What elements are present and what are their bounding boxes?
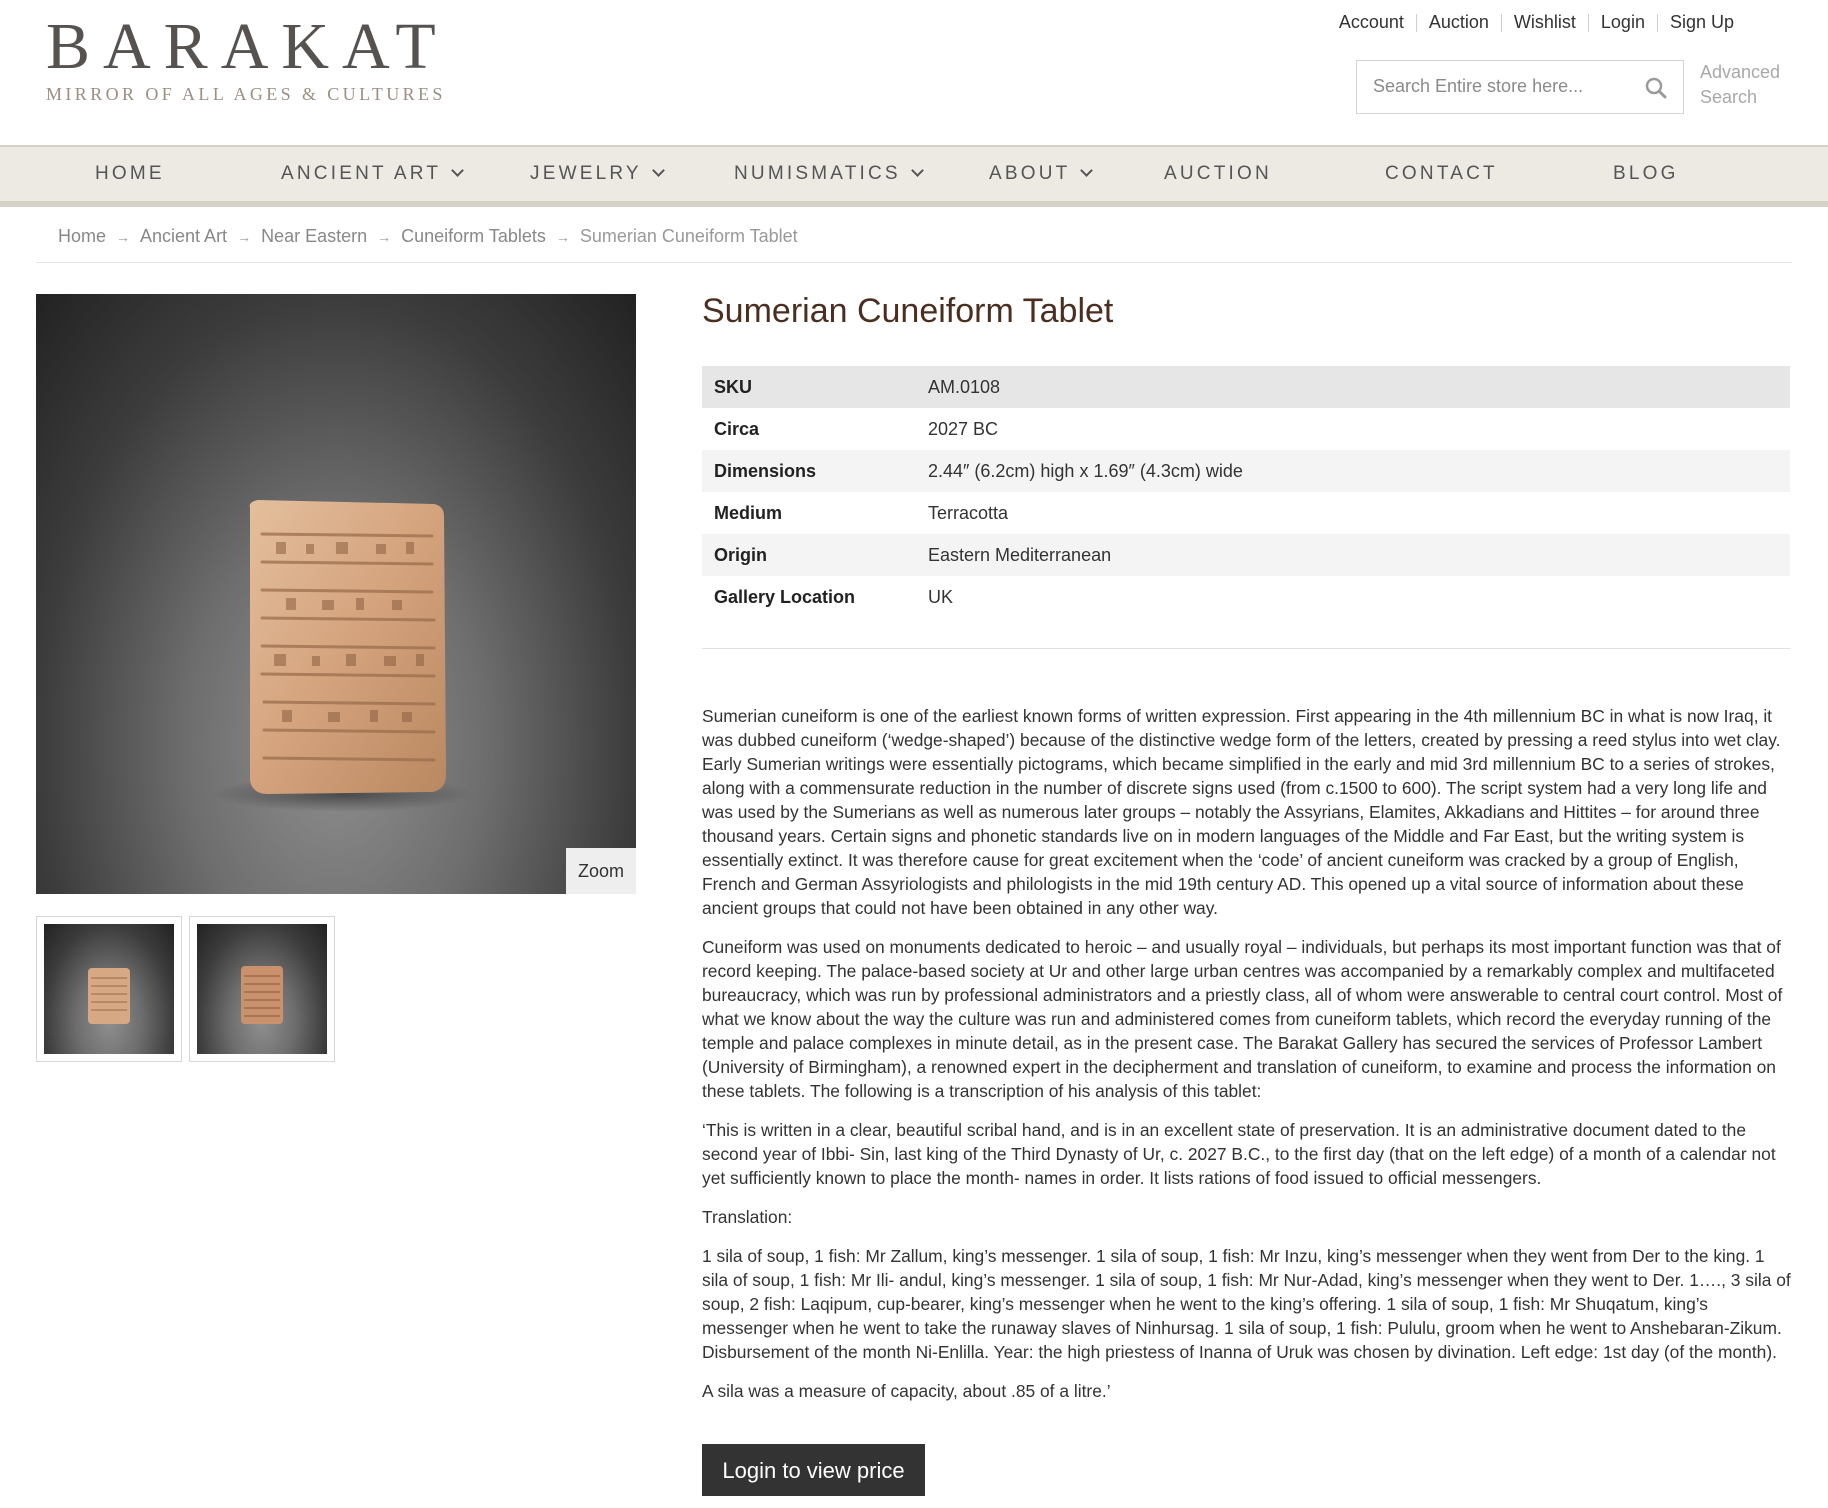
nav-jewelry[interactable]	[530, 147, 663, 201]
breadcrumb-near-eastern[interactable]: Near Eastern	[261, 226, 368, 246]
description-paragraph: Sumerian cuneiform is one of the earliest known forms of written expression. First appearing in the 4th millennium BC in what is now Iraq, it was dubbed cuneiform (‘wedge-shaped’) because of the distinctive wedge form of the letters, created by pressing a reed stylus into wet clay. Early Sumerian writings were essentially pictograms, which became simplified in the early and mid 3rd millennium BC to a series of strokes, along with a commensurate reduction in the number of discrete signs used (from c.1500 to 600). The script system had a very long life and was used by the Sumerians as well as numerous later groups – notably the Assyrians, Elamites, Akkadians and Hittites – for around three thousand years. Certain signs and phonetic standards live on in modern languages of the Middle and Far East, but the writing system is essentially extinct. It was therefore cause for great excitement when the ‘code’ of ancient cuneiform was cracked by a group of English, French and German Assyriologists and philologists in the mid 19th century AD. This opened up a vital source of information about these ancient groups that could not have been obtained in any other way.	[702, 706, 1781, 918]
spec-row-medium	[702, 492, 1790, 534]
spec-value: 2.44″ (6.2cm) high x 1.69″ (4.3cm) wide	[928, 460, 1243, 481]
thumbnail-image	[44, 924, 174, 1054]
nav-numismatics[interactable]	[734, 147, 922, 201]
brand-logo[interactable]	[46, 10, 449, 105]
tablet-illustration	[36, 294, 636, 894]
arrow-right-icon: →	[555, 228, 570, 245]
breadcrumb	[58, 226, 798, 247]
breadcrumb-home[interactable]: Home	[58, 226, 107, 246]
nav-blog[interactable]	[1613, 147, 1679, 201]
link-divider	[1588, 14, 1589, 32]
description-paragraph: A sila was a measure of capacity, about .85 of a litre.’	[702, 1381, 1111, 1401]
advanced-search-line1: Advanced	[1700, 62, 1781, 82]
search-box	[1356, 60, 1684, 114]
spec-value: Eastern Mediterranean	[928, 544, 1112, 565]
chevron-down-icon	[911, 164, 924, 177]
link-divider	[1416, 14, 1417, 32]
spec-value: Terracotta	[928, 502, 1009, 523]
spec-row-gallery-location	[702, 576, 1790, 618]
product-title: Sumerian Cuneiform Tablet	[702, 292, 1114, 330]
advanced-search-line2: Search	[1700, 87, 1758, 107]
product-main-image[interactable]	[36, 294, 636, 894]
search-input[interactable]	[1357, 61, 1659, 111]
spec-label: Medium	[714, 502, 783, 523]
thumbnail-image	[197, 924, 327, 1054]
auction-link[interactable]: Auction	[1428, 12, 1489, 32]
breadcrumb-divider	[36, 262, 1792, 263]
spec-row-origin	[702, 534, 1790, 576]
nav-label: ANCIENT ART	[281, 163, 442, 184]
account-link[interactable]: Account	[1338, 12, 1404, 32]
nav-label: AUCTION	[1164, 163, 1272, 184]
nav-label: NUMISMATICS	[734, 163, 901, 184]
spec-row-circa	[702, 408, 1790, 450]
breadcrumb-current: Sumerian Cuneiform Tablet	[579, 226, 798, 246]
arrow-right-icon: →	[237, 228, 252, 245]
spec-value: AM.0108	[928, 376, 1001, 397]
chevron-down-icon	[451, 164, 464, 177]
product-description	[702, 704, 1792, 1418]
spec-row-sku	[702, 366, 1790, 408]
spec-label: Circa	[714, 418, 760, 439]
chevron-down-icon	[652, 164, 665, 177]
link-divider	[1501, 14, 1502, 32]
nav-label: JEWELRY	[530, 163, 642, 184]
breadcrumb-ancient-art[interactable]: Ancient Art	[140, 226, 228, 246]
breadcrumb-cuneiform-tablets[interactable]: Cuneiform Tablets	[401, 226, 546, 246]
nav-label: CONTACT	[1385, 163, 1498, 184]
spec-value: 2027 BC	[928, 418, 999, 439]
nav-label: BLOG	[1613, 163, 1679, 184]
nav-about[interactable]	[989, 147, 1091, 201]
spec-row-dimensions	[702, 450, 1790, 492]
search-icon[interactable]	[1645, 77, 1667, 99]
advanced-search-link[interactable]	[1700, 60, 1810, 110]
description-paragraph: Cuneiform was used on monuments dedicated to heroic – and usually royal – individuals, but perhaps its most important function was that of record keeping. The palace-based society at Ur and other large urban centres was accompanied by a remarkably complex and multifaceted bureaucracy, which was run by professional administrators and a priestly class, all of whom were answerable to central court control. Most of what we know about the way the culture was run and administered comes from cuneiform tablets, which record the everyday running of the temple and palace complexes in minute detail, as in the present case. The Barakat Gallery has secured the services of Professor Lambert (University of Birmingham), a renowned expert in the decipherment and translation of cuneiform, to examine and process the information on these tablets. The following is a transcription of his analysis of this tablet:	[702, 937, 1783, 1101]
nav-ancient-art[interactable]	[281, 147, 462, 201]
specs-divider	[702, 648, 1790, 649]
nav-contact[interactable]	[1385, 147, 1498, 201]
logo-tagline: MIRROR OF ALL AGES & CULTURES	[46, 84, 446, 104]
wishlist-link[interactable]: Wishlist	[1513, 12, 1576, 32]
nav-label: HOME	[95, 163, 165, 184]
spec-label: Gallery Location	[714, 586, 856, 607]
site-header	[0, 0, 1828, 145]
spec-label: SKU	[714, 376, 753, 397]
arrow-right-icon: →	[116, 228, 131, 245]
thumbnail-1[interactable]	[36, 916, 182, 1062]
nav-label: ABOUT	[989, 163, 1071, 184]
description-paragraph: 1 sila of soup, 1 fish: Mr Zallum, king’s messenger. 1 sila of soup, 1 fish: Mr Inzu, king’s messenger when they went from Der to the king. 1 sila of soup, 1 fish: Mr Ili- andul, king’s messenger. 1 sila of soup, 1 fish: Mr Nur-Adad, king’s messenger when they went to Der. 1…., 3 sila of soup, 2 fish: Laqipum, cup-bearer, king’s messenger when he went to the king’s offering. 1 sila of soup, 1 fish: Mr Shuqatum, king’s messenger when he went to take the runaway slaves of Ninhursag. 1 sila of soup, 1 fish: Pululu, groom when he went to Anshebaran-Zikum. Disbursement of the month Ni-Enlilla. Year: the high priestess of Inanna of Uruk was chosen by divination. Left edge: 1st day (of the month).	[702, 1246, 1791, 1362]
zoom-button[interactable]: Zoom	[566, 848, 636, 894]
top-links	[1339, 12, 1734, 33]
product-specs-table	[702, 366, 1790, 618]
link-divider	[1657, 14, 1658, 32]
chevron-down-icon	[1081, 164, 1094, 177]
login-to-view-price-button[interactable]: Login to view price	[702, 1444, 925, 1496]
nav-home[interactable]	[95, 147, 165, 201]
main-nav	[0, 145, 1828, 207]
arrow-right-icon: →	[377, 228, 392, 245]
description-paragraph: ‘This is written in a clear, beautiful scribal hand, and is in an excellent state of preservation. It is an administrative document dated to the second year of Ibbi- Sin, last king of the Third Dynasty of Ur, c. 2027 B.C., to the first day (that on the left edge) of a month of a calendar not yet sufficiently known to place the month- names in order. It lists rations of food issued to official messengers.	[702, 1120, 1776, 1188]
signup-link[interactable]: Sign Up	[1669, 12, 1734, 32]
spec-label: Origin	[714, 544, 767, 565]
logo-wordmark: BARAKAT	[46, 10, 449, 83]
spec-label: Dimensions	[714, 460, 817, 481]
thumbnail-2[interactable]	[189, 916, 335, 1062]
nav-auction[interactable]	[1164, 147, 1272, 201]
description-paragraph: Translation:	[702, 1207, 793, 1227]
login-link[interactable]: Login	[1600, 12, 1645, 32]
spec-value: UK	[928, 586, 954, 607]
